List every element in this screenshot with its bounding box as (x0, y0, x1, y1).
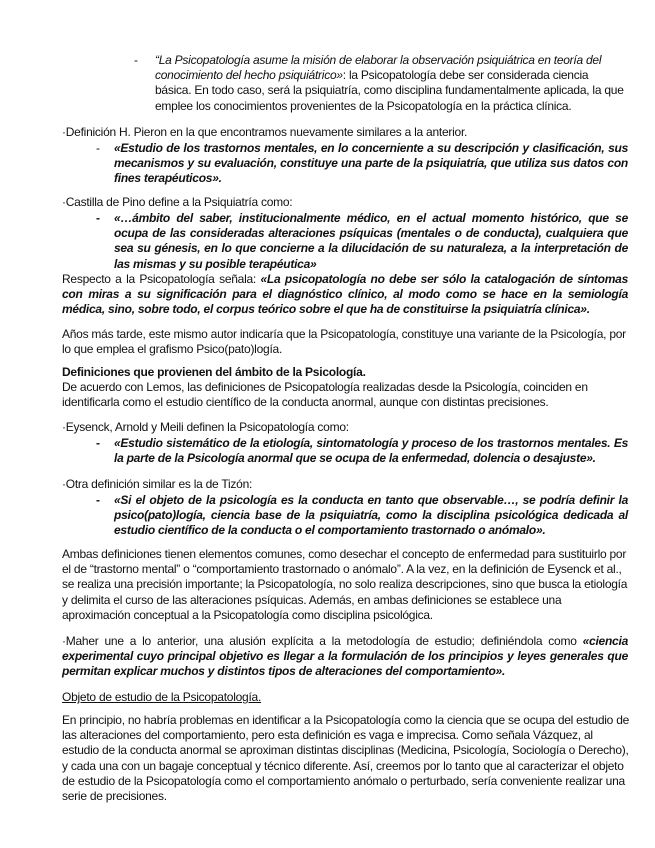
castilla-quote: «…ámbito del saber, institucionalmente médico, en el actual momento histórico, que se ocupa de las consideradas alteraciones psíquicas (mentales o de conducta), cualquiera que sea su génesis, en lo que concierne a la dilucidación de su naturaleza, a la interpretación de las mismas y su posible terapéutica» (114, 211, 628, 271)
tizon-intro: ·Otra definición similar es la de Tizón: (62, 477, 253, 491)
psicologia-heading: Definiciones que provienen del ámbito de la Psicología. (62, 365, 366, 379)
principio-paragraph: En principio, no habría problemas en identificar a la Psicopatología como la ciencia que se ocupa del estudio de las alteraciones del comportamiento, pero esta definición es vaga e imprecisa. Como señala Vázquez, al estudio de la conducta anormal se aproximan distintas disciplinas (Medicina, Psicología, Sociología o Derecho), y cada una con un bagaje conceptual y técnico diferente. Así, creemos por lo tanto que al caracterizar el objeto de estudio de la Psicopatología como el comportamiento anómalo o perturbado, sería conveniente realizar una serie de precisiones. (62, 713, 630, 804)
eysenck-intro: ·Eysenck, Arnold y Meili definen la Psicopatología como: (62, 420, 349, 434)
pieron-intro: ·Definición H. Pieron en la que encontramos nuevamente similares a la anterior. (62, 125, 468, 139)
maher-paragraph (62, 634, 628, 680)
quote-psicopatologia-mision (155, 53, 625, 114)
eysenck-quote: «Estudio sistemático de la etiología, sintomatología y proceso de los trastornos mentales. Es la parte de la Psicología anormal que se ocupa de la enfermedad, dolencia o desajuste». (114, 436, 628, 466)
quote-rest: : la Psicopatología debe ser considerada ciencia básica. En todo caso, será la psiquiatría, como disciplina fundamentalmente aplicada, la que emplee los conocimientos provenientes de la Psicopatología en la práctica clínica. (155, 68, 624, 113)
lemos-paragraph: De acuerdo con Lemos, las definiciones de Psicopatología realizadas desde la Psicología, coinciden en identificarla como el estudio científico de la conducta anormal, aunque con distintas precisiones. (62, 380, 588, 410)
bullet-dash: - (96, 493, 100, 507)
maher-quote: «ciencia experimental cuyo principal objetivo es llegar a la formulación de los principios y leyes generales que permitan explicar muchos y distintos tipos de alteraciones del comportamiento». (62, 634, 628, 679)
respecto-quote: «La psicopatología no debe ser sólo la catalogación de síntomas con miras a su significación para el diagnóstico clínico, al modo como se hace en la semiología médica, sino, sobre todo, el corpus teórico sobre el que ha de constituirse la psiquiatría clínica». (62, 272, 629, 317)
respecto-plain: Respecto a la Psicopatología señala: (62, 272, 261, 286)
pieron-quote: «Estudio de los trastornos mentales, en lo concerniente a su descripción y clasificación, sus mecanismos y su evaluación, constituye una parte de la psiquiatría, que utiliza sus datos con fines terapéuticos». (114, 141, 628, 186)
castilla-respecto (62, 272, 628, 318)
bullet-dash: - (134, 53, 138, 67)
castilla-intro: ·Castilla de Pino define a la Psiquiatría como: (62, 195, 293, 209)
quote-italic: “La Psicopatología asume la misión de elaborar la observación psiquiátrica en teoría del conocimiento del hecho psiquiátrico» (155, 53, 602, 83)
ambas-paragraph: Ambas definiciones tienen elementos comunes, como desechar el concepto de enfermedad para sustituirlo por el de “trastorno mental” o “comportamiento trastornado o anómalo”. A la vez, en la definición de Eysenck et al., se realiza una precisión importante; la Psicopatología, no solo realiza descripciones, sino que busca la etiología y delimita el curso de las alteraciones psíquicas. Además, en ambas definiciones se establece una aproximación conceptual a la Psicopatología como disciplina psicológica. (62, 547, 628, 622)
objeto-heading: Objeto de estudio de la Psicopatología. (62, 690, 262, 704)
tizon-quote: «Si el objeto de la psicología es la conducta en tanto que observable…, se podría definir la psico(pato)logía, ciencia base de la psiquiatría, como la disciplina psicológica dedicada al estudio científico de la conducta o el comportamiento trastornado o anómalo». (114, 493, 628, 538)
bullet-dash: - (96, 436, 100, 450)
bullet-dash: - (96, 211, 100, 225)
anos-paragraph: Años más tarde, este mismo autor indicaría que la Psicopatología, constituye una variante de la Psicología, por lo que emplea el grafismo Psico(pato)logía. (62, 327, 626, 357)
bullet-dash: - (96, 141, 100, 155)
maher-plain: ·Maher une a lo anterior, una alusión explícita a la metodología de estudio; definiéndola como (62, 634, 583, 648)
